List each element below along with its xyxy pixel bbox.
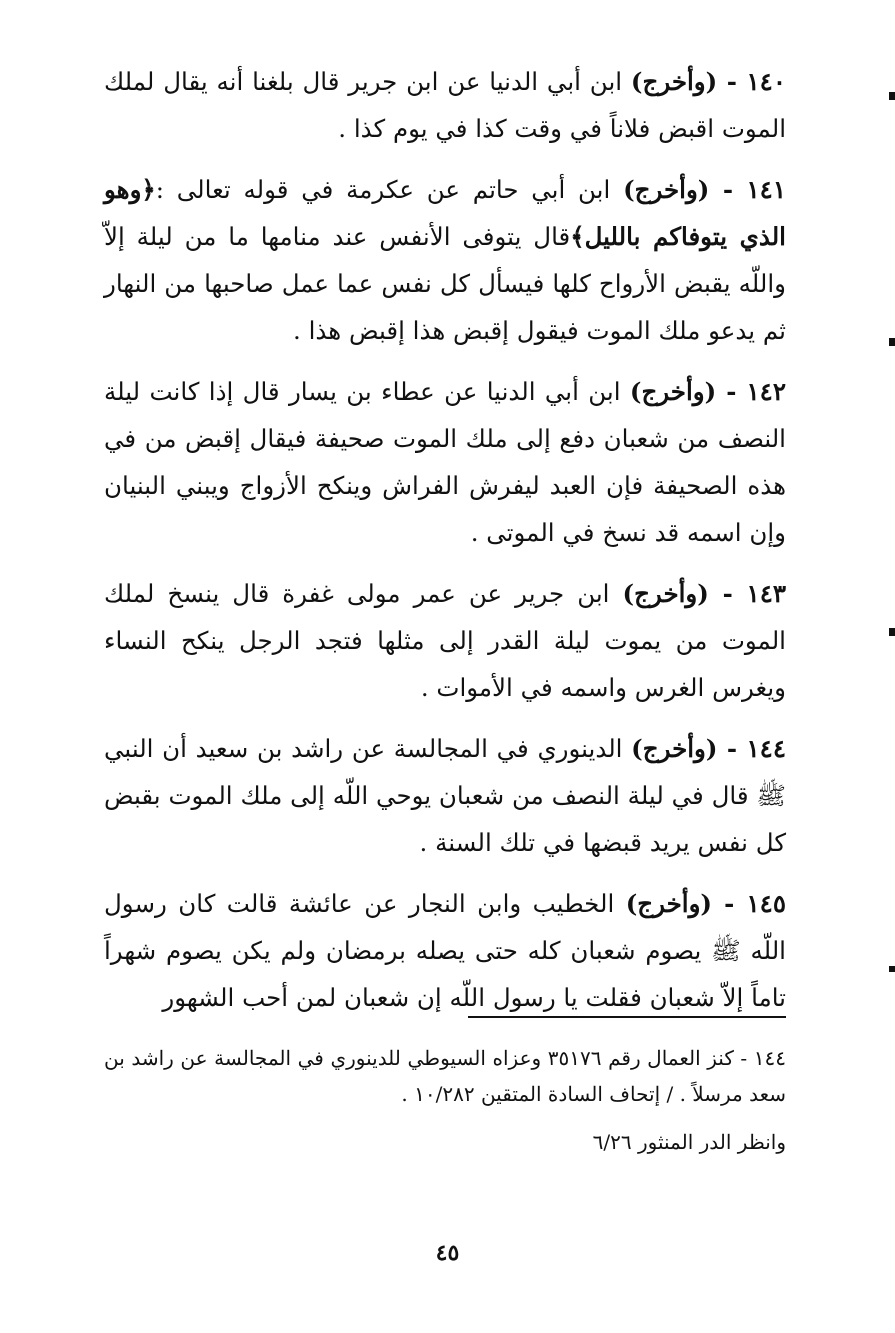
entry-text: ابن أبي الدنيا عن ابن جرير قال بلغنا أنه يقال لملك الموت اقبض فلاناً في وقت كذا في يوم كذا . [104,67,786,143]
entry-number: ١٤٤ [746,734,786,763]
edge-mark [889,338,895,346]
quran-quote: ﴿وهو الذي يتوفاكم بالليل﴾ [104,175,786,251]
entry-text: قال يتوفى الأنفس عند منامها ما من ليلة إلاّ واللّه يقبض الأرواح كلها فيسأل كل نفس عما عمل صاحبها من النهار ثم يدعو ملك الموت فيقول إقبض هذا إقبض هذا . [104,222,786,345]
entry-number: ١٤١ [746,175,786,204]
entry-number: ١٤٥ [746,889,786,918]
entry-text: الدينوري في المجالسة عن راشد بن سعيد أن النبي ﷺ قال في ليلة النصف من شعبان يوحي اللّه إلى ملك الموت بقبض كل نفس يريد قبضها في تلك السنة . [104,734,786,857]
entry-142: ١٤٢ - (وأخرج) ابن أبي الدنيا عن عطاء بن يسار قال إذا كانت ليلة النصف من شعبان دفع إلى ملك الموت صحيفة فيقال إقبض من في هذه الصحيفة فإن العبد ليفرش الفراش وينكح الأزواج ويبني البنيان وإن اسمه قد نسخ في الموتى . [104,377,786,547]
footnote-divider [468,1016,786,1018]
entry-text: الخطيب وابن النجار عن عائشة قالت كان رسول اللّه ﷺ يصوم شعبان كله حتى يصله برمضان ولم يكن يصوم شهراً تاماً إلاّ شعبان فقلت يا رسول اللّه إن شعبان لمن أحب الشهور [104,889,786,1012]
entry-143: ١٤٣ - (وأخرج) ابن جرير عن عمر مولى غفرة قال ينسخ لملك الموت من يموت ليلة القدر إلى مثلها فتجد الرجل ينكح النساء ويغرس الغرس واسمه في الأموات . [104,579,787,702]
entry-label: (وأخرج) [630,67,718,96]
entry-label: (وأخرج) [622,579,709,608]
entry-text: ابن أبي حاتم عن عكرمة في قوله تعالى : [155,175,611,204]
edge-mark [889,92,895,100]
entry-label: (وأخرج) [623,175,710,204]
page-number: ٤٥ [435,1240,460,1266]
entry-label: (وأخرج) [625,889,712,918]
edge-mark [889,966,895,972]
edge-mark [889,628,895,636]
footnotes [104,1040,786,1160]
entry-145: ١٤٥ - (وأخرج) الخطيب وابن النجار عن عائشة قالت كان رسول اللّه ﷺ يصوم شعبان كله حتى يصله برمضان ولم يكن يصوم شهراً تاماً إلاّ شعبان فقلت يا رسول اللّه إن شعبان لمن أحب الشهور [104,889,786,1012]
entry-141: ١٤١ - (وأخرج) ابن أبي حاتم عن عكرمة في قوله تعالى :﴿وهو الذي يتوفاكم بالليل﴾قال يتوفى الأنفس عند منامها ما من ليلة إلاّ واللّه يقبض الأرواح كلها فيسأل كل نفس عما عمل صاحبها من النهار ثم يدعو ملك الموت فيقول إقبض هذا إقبض هذا . [104,175,786,345]
entry-text: ابن أبي الدنيا عن عطاء بن يسار قال إذا كانت ليلة النصف من شعبان دفع إلى ملك الموت صحيفة فيقال إقبض من في هذه الصحيفة فإن العبد ليفرش الفراش وينكح الأزواج ويبني البنيان وإن اسمه قد نسخ في الموتى . [104,377,786,547]
entry-number: ١٤٢ [746,377,786,406]
entry-label: (وأخرج) [629,377,717,406]
entry-140: ١٤٠ - (وأخرج) ابن أبي الدنيا عن ابن جرير قال بلغنا أنه يقال لملك الموت اقبض فلاناً في وقت كذا في يوم كذا . [104,67,786,143]
main-text [104,58,786,1035]
entry-text: ابن جرير عن عمر مولى غفرة قال ينسخ لملك الموت من يموت ليلة القدر إلى مثلها فتجد الرجل ينكح النساء ويغرس الغرس واسمه في الأموات . [104,579,786,702]
entry-144: ١٤٤ - (وأخرج) الدينوري في المجالسة عن راشد بن سعيد أن النبي ﷺ قال في ليلة النصف من شعبان يوحي اللّه إلى ملك الموت بقبض كل نفس يريد قبضها في تلك السنة . [104,734,786,857]
entry-label: (وأخرج) [631,734,718,763]
entry-number: ١٤٠ [746,67,786,96]
footnote-144: ١٤٤ - كنز العمال رقم ٣٥١٧٦ وعزاه السيوطي للدينوري في المجالسة عن راشد بن سعد مرسلاً . / إتحاف السادة المتقين ١٠/٢٨٢ . [104,1046,787,1106]
entry-number: ١٤٣ [746,579,787,608]
footnote-reference: وانظر الدر المنثور ٦/٢٦ [592,1130,786,1154]
